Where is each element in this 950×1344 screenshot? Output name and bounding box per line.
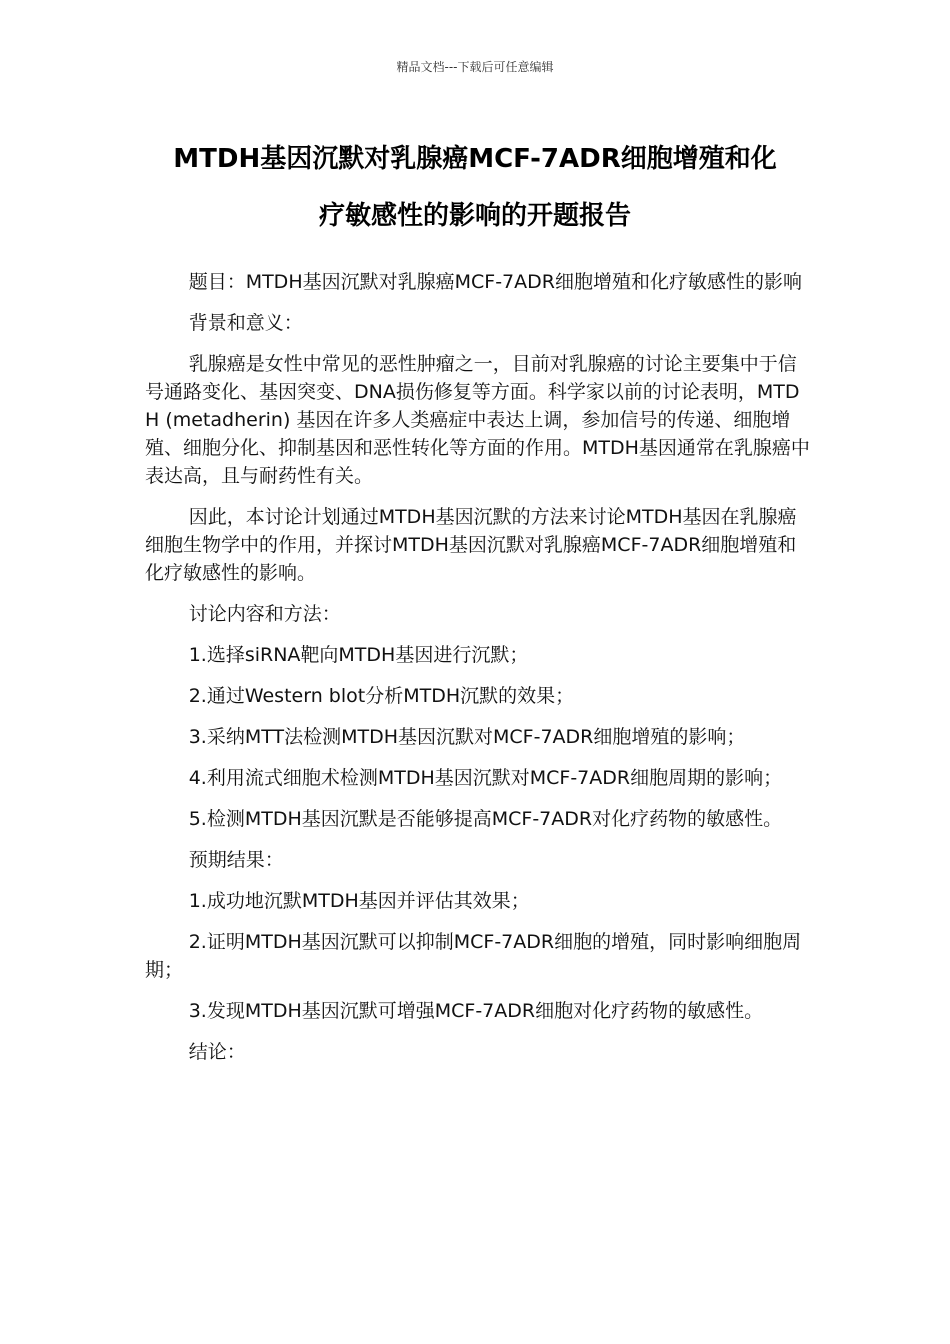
list-item-result-3: 3.发现MTDH基因沉默可增强MCF-7ADR细胞对化疗药物的敏感性。	[188, 1000, 764, 1022]
heading-conclusion: 结论：	[188, 1041, 246, 1063]
list-item-method-4: 4.利用流式细胞术检测MTDH基因沉默对MCF-7ADR细胞周期的影响；	[188, 767, 783, 789]
list-item-method-5: 5.检测MTDH基因沉默是否能够提高MCF-7ADR对化疗药物的敏感性。	[188, 808, 783, 830]
list-item-method-3: 3.采纳MTT法检测MTDH基因沉默对MCF-7ADR细胞增殖的影响；	[188, 726, 746, 748]
list-item-method-2: 2.通过Western blot分析MTDH沉默的效果；	[188, 685, 575, 707]
heading-expected-results: 预期结果：	[188, 849, 284, 871]
list-item-result-2: 2.证明MTDH基因沉默可以抑制MCF-7ADR细胞的增殖，同时影响细胞周期；	[145, 931, 802, 981]
document-title-line-1: MTDH基因沉默对乳腺癌MCF-7ADR细胞增殖和化	[173, 144, 777, 174]
paragraph-background: 乳腺癌是女性中常见的恶性肿瘤之一，目前对乳腺癌的讨论主要集中于信号通路变化、基因突变、DNA损伤修复等方面。科学家以前的讨论表明，MTDH (metadherin) 基因在许多人类癌症中表达上调，参加信号的传递、细胞增殖、细胞分化、抑制基因和恶性转化等方面的作用。MTDH基因通常在乳腺癌中表达高，且与耐药性有关。	[145, 353, 810, 487]
document-title-line-2: 疗敏感性的影响的开题报告	[318, 201, 631, 231]
list-item-method-1: 1.选择siRNA靶向MTDH基因进行沉默；	[188, 644, 529, 666]
heading-methods: 讨论内容和方法：	[188, 603, 341, 625]
paragraph-plan: 因此，本讨论计划通过MTDH基因沉默的方法来讨论MTDH基因在乳腺癌细胞生物学中的作用，并探讨MTDH基因沉默对乳腺癌MCF-7ADR细胞增殖和化疗敏感性的影响。	[145, 506, 797, 584]
document-body	[145, 268, 810, 1079]
paragraph-topic: 题目：MTDH基因沉默对乳腺癌MCF-7ADR细胞增殖和化疗敏感性的影响	[188, 271, 802, 293]
header-note: 精品文档---下载后可任意编辑	[396, 60, 554, 74]
list-item-result-1: 1.成功地沉默MTDH基因并评估其效果；	[188, 890, 530, 912]
heading-background: 背景和意义：	[188, 312, 303, 334]
